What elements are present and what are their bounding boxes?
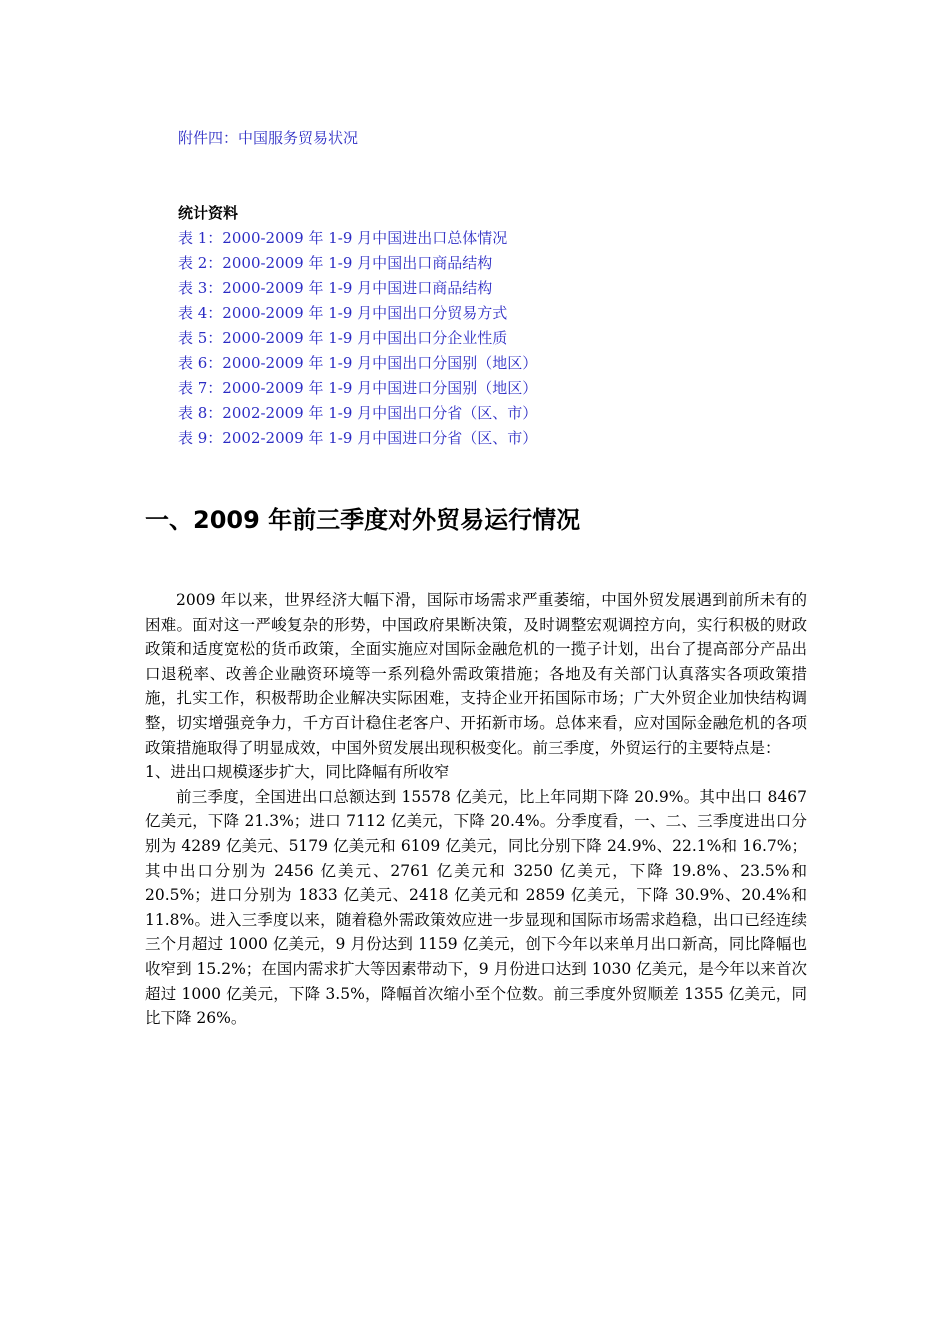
table-link-7[interactable]: 表 7：2000-2009 年 1-9 月中国进口分国别（地区）	[178, 379, 538, 397]
table-link-8[interactable]: 表 8：2002-2009 年 1-9 月中国出口分省（区、市）	[178, 404, 538, 422]
subsection-heading: 1、进出口规模逐步扩大，同比降幅有所收窄	[145, 763, 450, 782]
table-link-2[interactable]: 表 2：2000-2009 年 1-9 月中国出口商品结构	[178, 254, 493, 272]
table-link-3[interactable]: 表 3：2000-2009 年 1-9 月中国进口商品结构	[178, 279, 493, 297]
table-link-5[interactable]: 表 5：2000-2009 年 1-9 月中国出口分企业性质	[178, 329, 508, 347]
table-link-4[interactable]: 表 4：2000-2009 年 1-9 月中国出口分贸易方式	[178, 304, 508, 322]
table-link-1[interactable]: 表 1：2000-2009 年 1-9 月中国进出口总体情况	[178, 229, 508, 247]
statistics-section	[178, 202, 778, 451]
attachment-link[interactable]: 附件四：中国服务贸易状况	[178, 129, 359, 147]
section-title: 一、2009 年前三季度对外贸易运行情况	[145, 506, 581, 534]
subsection-paragraph: 前三季度，全国进出口总额达到 15578 亿美元，比上年同期下降 20.9%。其中出口 8467 亿美元，下降 21.3%；进口 7112 亿美元，下降 20.4%。分季度看，一、二、三季度进出口分别为 4289 亿美元、5179 亿美元和 6109 亿美元，同比分别下降 24.9%、22.1%和 16.7%；其中出口分别为 2456 亿美元、2761 亿美元和 3250 亿美元，下降 19.8%、23.5%和 20.5%；进口分别为 1833 亿美元、2418 亿美元和 2859 亿美元，下降 30.9%、20.4%和 11.8%。进入三季度以来，随着稳外需政策效应进一步显现和国际市场需求趋稳，出口已经连续三个月超过 1000 亿美元，9 月份达到 1159 亿美元，创下今年以来单月出口新高，同比降幅也收窄到 15.2%；在国内需求扩大等因素带动下，9 月份进口达到 1030 亿美元，是今年以来首次超过 1000 亿美元，下降 3.5%，降幅首次缩小至个位数。前三季度外贸顺差 1355 亿美元，同比下降 26%。	[145, 787, 807, 1028]
section-body	[145, 588, 807, 1031]
intro-paragraph: 2009 年以来，世界经济大幅下滑，国际市场需求严重萎缩，中国外贸发展遇到前所未有的困难。面对这一严峻复杂的形势，中国政府果断决策，及时调整宏观调控方向，实行积极的财政政策和适度宽松的货币政策，全面实施应对国际金融危机的一揽子计划，出台了提高部分产品出口退税率、改善企业融资环境等一系列稳外需政策措施；各地及有关部门认真落实各项政策措施，扎实工作，积极帮助企业解决实际困难，支持企业开拓国际市场；广大外贸企业加快结构调整，切实增强竞争力，千方百计稳住老客户、开拓新市场。总体来看，应对国际金融危机的各项政策措施取得了明显成效，中国外贸发展出现积极变化。前三季度，外贸运行的主要特点是：	[145, 591, 807, 757]
statistics-heading: 统计资料	[178, 204, 239, 222]
table-link-list	[178, 226, 778, 451]
table-link-6[interactable]: 表 6：2000-2009 年 1-9 月中国出口分国别（地区）	[178, 354, 538, 372]
table-link-9[interactable]: 表 9：2002-2009 年 1-9 月中国进口分省（区、市）	[178, 429, 538, 447]
